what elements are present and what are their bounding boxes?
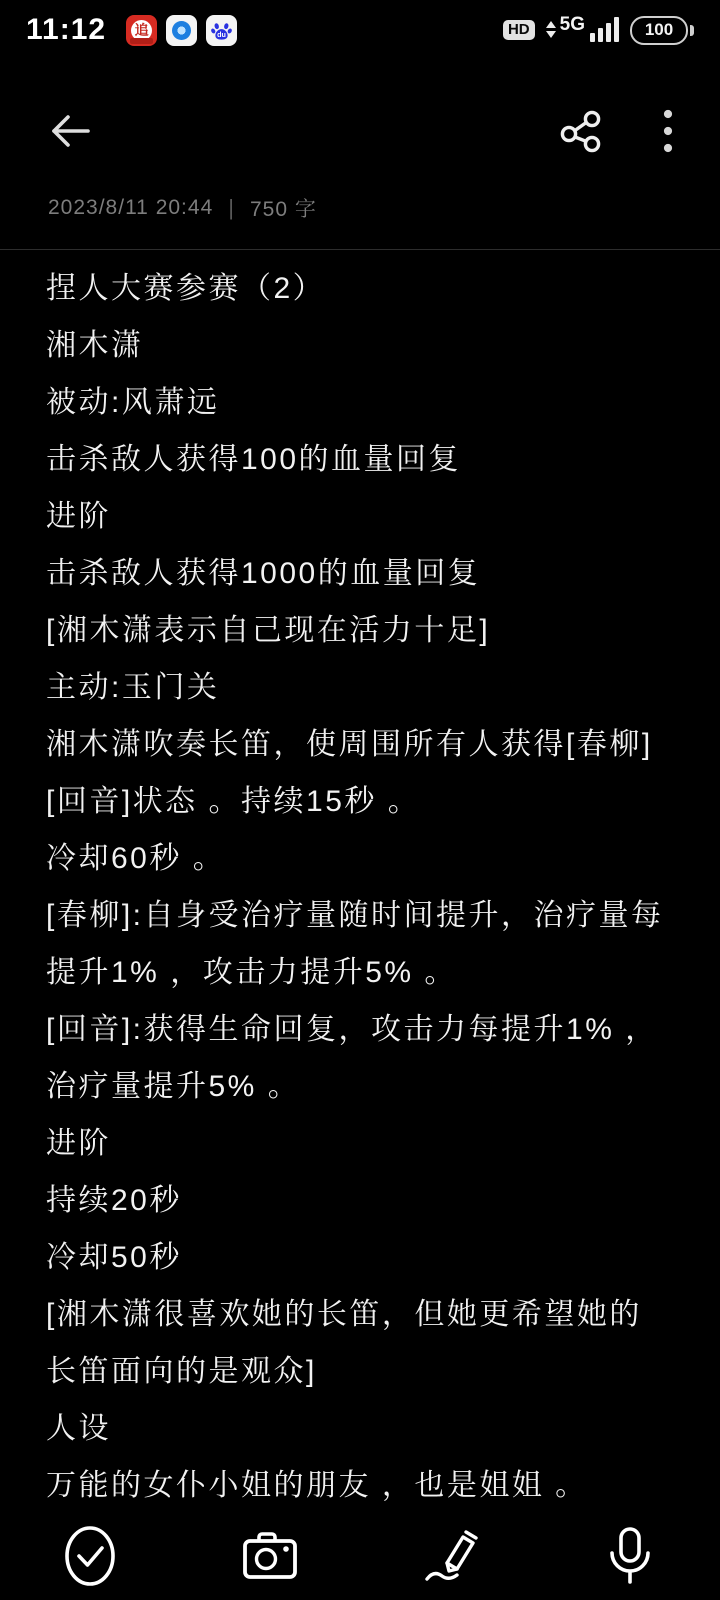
handwriting-button[interactable] xyxy=(417,1523,483,1589)
hd-volte-icon: HD xyxy=(503,20,535,41)
notification-icons xyxy=(126,15,237,46)
clock: 11:12 xyxy=(26,13,107,46)
note-paragraph: 击杀敌人获得100的血量回复 xyxy=(46,443,462,476)
note-paragraph: 持续20秒 xyxy=(46,1184,182,1217)
word-count: 750 字 xyxy=(249,198,317,221)
note-paragraph: 冷却60秒 。 xyxy=(46,842,226,875)
note-paragraph: [春柳]:自身受治疗量随时间提升，治疗量每提升1% ，攻击力提升5% 。 xyxy=(46,899,664,989)
browser-donut-icon xyxy=(172,21,191,40)
status-indicators xyxy=(503,14,694,46)
reader-app-icon: 追 xyxy=(126,15,157,46)
note-paragraph: 捏人大赛参赛（2） xyxy=(46,272,326,305)
note-paragraph: 击杀敌人获得1000的血量回复 xyxy=(46,557,481,590)
note-paragraph: 湘木潇 xyxy=(46,329,144,362)
note-timestamp: 2023/8/11 20:44 xyxy=(48,196,214,219)
note-paragraph: 主动:玉门关 xyxy=(46,671,220,704)
back-button[interactable] xyxy=(42,107,98,155)
svg-text:du: du xyxy=(217,30,226,39)
note-paragraph: 进阶 xyxy=(46,500,111,533)
note-paragraph: [湘木潇表示自己现在活力十足] xyxy=(46,614,491,647)
share-button[interactable] xyxy=(554,104,608,158)
voice-note-button[interactable] xyxy=(600,1521,660,1591)
camera-icon xyxy=(241,1531,299,1581)
check-circle-icon xyxy=(62,1523,118,1589)
battery-level: 100 xyxy=(630,16,688,45)
nav-bar xyxy=(0,94,720,168)
share-icon xyxy=(558,108,604,154)
note-body[interactable] xyxy=(0,250,720,1512)
back-arrow-icon xyxy=(46,111,94,151)
signal-bars-icon xyxy=(590,17,619,42)
note-paragraph: 万能的女仆小姐的朋友 ，也是姐姐 。 xyxy=(46,1469,588,1502)
meta-separator: | xyxy=(228,195,235,220)
camera-button[interactable] xyxy=(237,1527,303,1585)
note-paragraph: 人设 xyxy=(46,1412,111,1445)
note-paragraph: 湘木潇吹奏长笛，使周围所有人获得[春柳][回音]状态 。持续15秒 。 xyxy=(46,728,653,818)
microphone-icon xyxy=(604,1525,656,1587)
note-paragraph: [湘木潇很喜欢她的长笛，但她更希望她的长笛面向的是观众] xyxy=(46,1298,642,1388)
more-options-button[interactable] xyxy=(658,103,678,159)
todo-check-button[interactable] xyxy=(58,1519,122,1593)
note-paragraph: 被动:风萧远 xyxy=(46,386,220,419)
cellular-signal-icon xyxy=(546,14,619,46)
baidu-app-icon xyxy=(206,15,237,46)
note-paragraph: 冷却50秒 xyxy=(46,1241,182,1274)
pen-doodle-icon xyxy=(421,1527,479,1585)
kebab-menu-icon xyxy=(662,107,674,155)
note-meta xyxy=(48,193,317,223)
note-paragraph: 进阶 xyxy=(46,1127,111,1160)
status-bar xyxy=(0,0,720,60)
battery-icon xyxy=(630,16,694,45)
bottom-toolbar xyxy=(0,1512,720,1600)
browser-app-icon xyxy=(166,15,197,46)
network-type-label: 5G xyxy=(559,14,585,35)
data-activity-icon xyxy=(546,21,556,38)
note-paragraph: [回音]:获得生命回复，攻击力每提升1% ，治疗量提升5% 。 xyxy=(46,1013,658,1103)
